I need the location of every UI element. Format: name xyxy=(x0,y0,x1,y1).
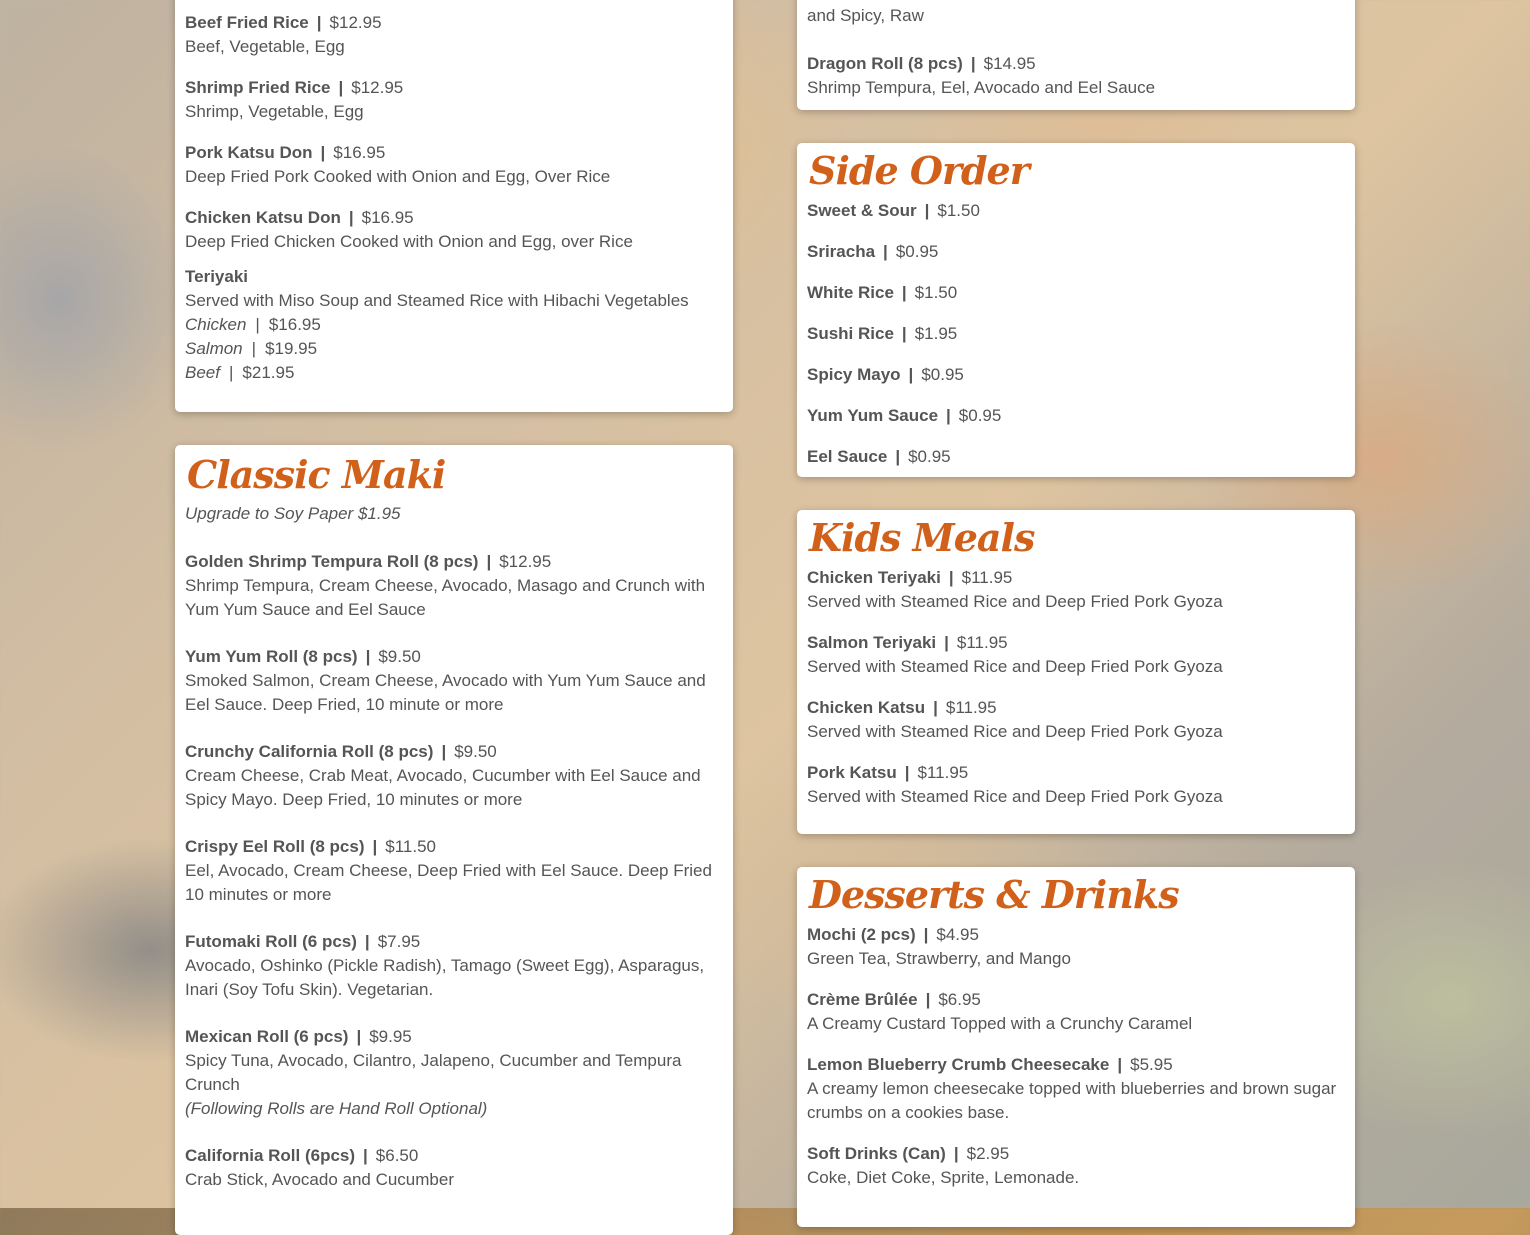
item-desc: Deep Fried Chicken Cooked with Onion and Egg, over Rice xyxy=(185,232,633,251)
item-price: $12.95 xyxy=(329,13,382,32)
menu-item xyxy=(807,696,1345,744)
menu-item xyxy=(185,141,723,189)
price-separator: | xyxy=(901,324,907,343)
desserts-drinks-list xyxy=(807,923,1345,1190)
item-price: $0.95 xyxy=(895,242,939,261)
item-name: Spicy Mayo xyxy=(807,365,901,384)
classic-maki-card xyxy=(175,445,733,1235)
price-separator: | xyxy=(901,283,907,302)
item-price: $9.95 xyxy=(369,1027,412,1046)
item-name: Crispy Eel Roll (8 pcs) xyxy=(185,837,365,856)
item-price: $12.95 xyxy=(499,552,552,571)
item-price: $4.95 xyxy=(936,925,979,944)
maki-list xyxy=(185,550,723,1192)
menu-item xyxy=(185,1144,723,1192)
option-name: Beef xyxy=(185,363,220,382)
menu-item xyxy=(807,566,1345,614)
price-separator: | xyxy=(320,143,326,162)
item-name: California Roll (6pcs) xyxy=(185,1146,356,1165)
item-price: $12.95 xyxy=(351,78,404,97)
teriyaki-option xyxy=(185,337,723,361)
menu-item xyxy=(185,550,723,622)
item-price: $0.95 xyxy=(921,365,964,384)
item-desc: A creamy lemon cheesecake topped with blueberries and brown sugar crumbs on a cookies base. xyxy=(807,1079,1337,1122)
item-price: $11.50 xyxy=(385,837,436,856)
specialty-rolls-card xyxy=(797,0,1355,110)
item-desc: Served with Steamed Rice and Deep Fried Pork Gyoza xyxy=(807,722,1223,741)
price-separator: | xyxy=(953,1144,959,1163)
menu-item xyxy=(807,281,1345,305)
item-desc: Served with Steamed Rice and Deep Fried Pork Gyoza xyxy=(807,787,1223,806)
item-name: Eel Sauce xyxy=(807,447,888,466)
item-price: $11.95 xyxy=(917,763,969,782)
item-price: $6.95 xyxy=(938,990,981,1009)
menu-item xyxy=(185,76,723,124)
option-price: $19.95 xyxy=(265,339,318,358)
teriyaki-item xyxy=(185,265,723,385)
item-name: Mexican Roll (6 pcs) xyxy=(185,1027,349,1046)
item-desc: Beef, Vegetable, Egg xyxy=(185,37,345,56)
menu-item xyxy=(807,52,1345,100)
menu-item xyxy=(807,363,1345,387)
side-order-list xyxy=(807,199,1345,469)
menu-item xyxy=(807,199,1345,223)
item-note: (Following Rolls are Hand Roll Optional) xyxy=(185,1099,488,1118)
item-desc: A Creamy Custard Topped with a Crunchy Caramel xyxy=(807,1014,1193,1033)
menu-item xyxy=(807,988,1345,1036)
item-name: Yum Yum Roll (8 pcs) xyxy=(185,647,358,666)
item-desc: Green Tea, Strawberry, and Mango xyxy=(807,949,1071,968)
price-separator: | xyxy=(908,365,914,384)
price-separator: | xyxy=(365,647,371,666)
item-name: Chicken Teriyaki xyxy=(807,568,941,587)
item-name: Sweet & Sour xyxy=(807,201,917,220)
item-name: Mochi (2 pcs) xyxy=(807,925,916,944)
option-price: $16.95 xyxy=(268,315,321,334)
price-separator: | xyxy=(348,208,354,227)
item-price: $9.50 xyxy=(454,742,497,761)
item-price: $11.95 xyxy=(956,633,1008,652)
menu-item xyxy=(185,206,723,254)
price-separator: | xyxy=(486,552,492,571)
option-name: Salmon xyxy=(185,339,243,358)
item-name: Teriyaki xyxy=(185,267,249,286)
side-order-card xyxy=(797,143,1355,477)
price-separator: | xyxy=(883,242,888,261)
section-title: Desserts & Drinks xyxy=(809,872,1179,917)
item-name: Crème Brûlée xyxy=(807,990,918,1009)
item-name: Pork Katsu xyxy=(807,763,897,782)
price-separator: | xyxy=(946,406,951,425)
menu-item xyxy=(807,322,1345,346)
item-name: Golden Shrimp Tempura Roll (8 pcs) xyxy=(185,552,479,571)
item-name: Shrimp Fried Rice xyxy=(185,78,331,97)
item-desc: Served with Steamed Rice and Deep Fried Pork Gyoza xyxy=(807,657,1223,676)
item-name: Dragon Roll (8 pcs) xyxy=(807,54,963,73)
item-name: Lemon Blueberry Crumb Cheesecake xyxy=(807,1055,1110,1074)
item-price: $0.95 xyxy=(958,406,1002,425)
teriyaki-option xyxy=(185,361,723,385)
menu-item xyxy=(185,1025,723,1121)
item-price: $9.50 xyxy=(378,647,421,666)
item-price: $1.50 xyxy=(937,201,980,220)
price-separator: | xyxy=(923,925,929,944)
section-title: Side Order xyxy=(809,148,1029,193)
menu-item xyxy=(185,645,723,717)
price-separator: | xyxy=(228,363,234,382)
price-separator: | xyxy=(255,315,260,334)
item-name: Chicken Katsu xyxy=(807,698,926,717)
item-name: Yum Yum Sauce xyxy=(807,406,939,425)
rice-dishes-card xyxy=(175,0,733,412)
teriyaki-option xyxy=(185,313,723,337)
item-desc: Avocado, Oshinko (Pickle Radish), Tamago (Sweet Egg), Asparagus, Inari (Soy Tofu Skin). Vegetarian. xyxy=(185,956,705,999)
menu-item xyxy=(185,11,723,59)
menu-item xyxy=(807,404,1345,428)
item-price: $5.95 xyxy=(1130,1055,1173,1074)
menu-item xyxy=(807,1053,1345,1125)
item-name: Sushi Rice xyxy=(807,324,894,343)
price-separator: | xyxy=(364,932,370,951)
item-name: Pork Katsu Don xyxy=(185,143,313,162)
item-price: $6.50 xyxy=(375,1146,419,1165)
item-price: $7.95 xyxy=(377,932,421,951)
menu-item xyxy=(807,923,1345,971)
menu-item xyxy=(185,930,723,1002)
price-separator: | xyxy=(970,54,976,73)
item-name: Futomaki Roll (6 pcs) xyxy=(185,932,357,951)
item-name: Soft Drinks (Can) xyxy=(807,1144,946,1163)
price-separator: | xyxy=(1117,1055,1123,1074)
price-separator: | xyxy=(948,568,954,587)
item-name: Beef Fried Rice xyxy=(185,13,309,32)
specialty-rolls-list xyxy=(807,52,1345,100)
rice-dishes-list xyxy=(185,11,723,254)
price-separator: | xyxy=(372,837,378,856)
item-price: $1.95 xyxy=(914,324,958,343)
desserts-drinks-card xyxy=(797,867,1355,1227)
item-name: Crunchy California Roll (8 pcs) xyxy=(185,742,434,761)
price-separator: | xyxy=(924,201,930,220)
item-name: White Rice xyxy=(807,283,894,302)
menu-item xyxy=(185,740,723,812)
price-separator: | xyxy=(363,1146,368,1165)
item-price: $16.95 xyxy=(333,143,386,162)
item-desc: Shrimp Tempura, Cream Cheese, Avocado, Masago and Crunch with Yum Yum Sauce and Eel Sauce xyxy=(185,576,706,619)
menu-item xyxy=(807,761,1345,809)
price-separator: | xyxy=(944,633,949,652)
item-price: $16.95 xyxy=(361,208,414,227)
kids-meals-list xyxy=(807,566,1345,809)
section-title: Classic Maki xyxy=(187,452,446,497)
price-separator: | xyxy=(338,78,344,97)
item-desc: Spicy Tuna, Avocado, Cilantro, Jalapeno, Cucumber and Tempura Crunch xyxy=(185,1051,682,1094)
price-separator: | xyxy=(441,742,447,761)
option-price: $21.95 xyxy=(242,363,295,382)
option-name: Chicken xyxy=(185,315,247,334)
item-price: $11.95 xyxy=(945,698,997,717)
item-price: $14.95 xyxy=(983,54,1036,73)
item-desc: Shrimp Tempura, Eel, Avocado and Eel Sauce xyxy=(807,78,1156,97)
menu-item xyxy=(807,1142,1345,1190)
item-desc: Deep Fried Pork Cooked with Onion and Egg, Over Rice xyxy=(185,167,611,186)
item-price: $2.95 xyxy=(966,1144,1010,1163)
item-desc: Crab Stick, Avocado and Cucumber xyxy=(185,1170,454,1189)
price-separator: | xyxy=(925,990,931,1009)
partial-desc: and Spicy, Raw xyxy=(807,6,924,25)
item-name: Sriracha xyxy=(807,242,876,261)
price-separator: | xyxy=(895,447,901,466)
menu-item xyxy=(185,835,723,907)
section-title: Kids Meals xyxy=(809,515,1035,560)
price-separator: | xyxy=(904,763,910,782)
item-name: Salmon Teriyaki xyxy=(807,633,937,652)
item-desc: Coke, Diet Coke, Sprite, Lemonade. xyxy=(807,1168,1080,1187)
menu-item xyxy=(807,445,1345,469)
teriyaki-options xyxy=(185,313,723,385)
menu-item xyxy=(807,240,1345,264)
item-desc: Eel, Avocado, Cream Cheese, Deep Fried with Eel Sauce. Deep Fried 10 minutes or more xyxy=(185,861,712,904)
price-separator: | xyxy=(251,339,257,358)
price-separator: | xyxy=(316,13,322,32)
item-price: $1.50 xyxy=(914,283,958,302)
item-price: $11.95 xyxy=(961,568,1013,587)
menu-item xyxy=(807,631,1345,679)
item-desc: Served with Steamed Rice and Deep Fried Pork Gyoza xyxy=(807,592,1223,611)
item-desc: Smoked Salmon, Cream Cheese, Avocado with Yum Yum Sauce and Eel Sauce. Deep Fried, 10 minute or more xyxy=(185,671,706,714)
item-desc: Cream Cheese, Crab Meat, Avocado, Cucumber with Eel Sauce and Spicy Mayo. Deep Fried, 10 minutes or more xyxy=(185,766,701,809)
kids-meals-card xyxy=(797,510,1355,834)
price-separator: | xyxy=(933,698,938,717)
item-name: Chicken Katsu Don xyxy=(185,208,341,227)
item-price: $0.95 xyxy=(908,447,951,466)
item-desc: Served with Miso Soup and Steamed Rice with Hibachi Vegetables xyxy=(185,291,689,310)
item-desc: Shrimp, Vegetable, Egg xyxy=(185,102,364,121)
price-separator: | xyxy=(356,1027,362,1046)
section-note: Upgrade to Soy Paper $1.95 xyxy=(185,504,401,523)
